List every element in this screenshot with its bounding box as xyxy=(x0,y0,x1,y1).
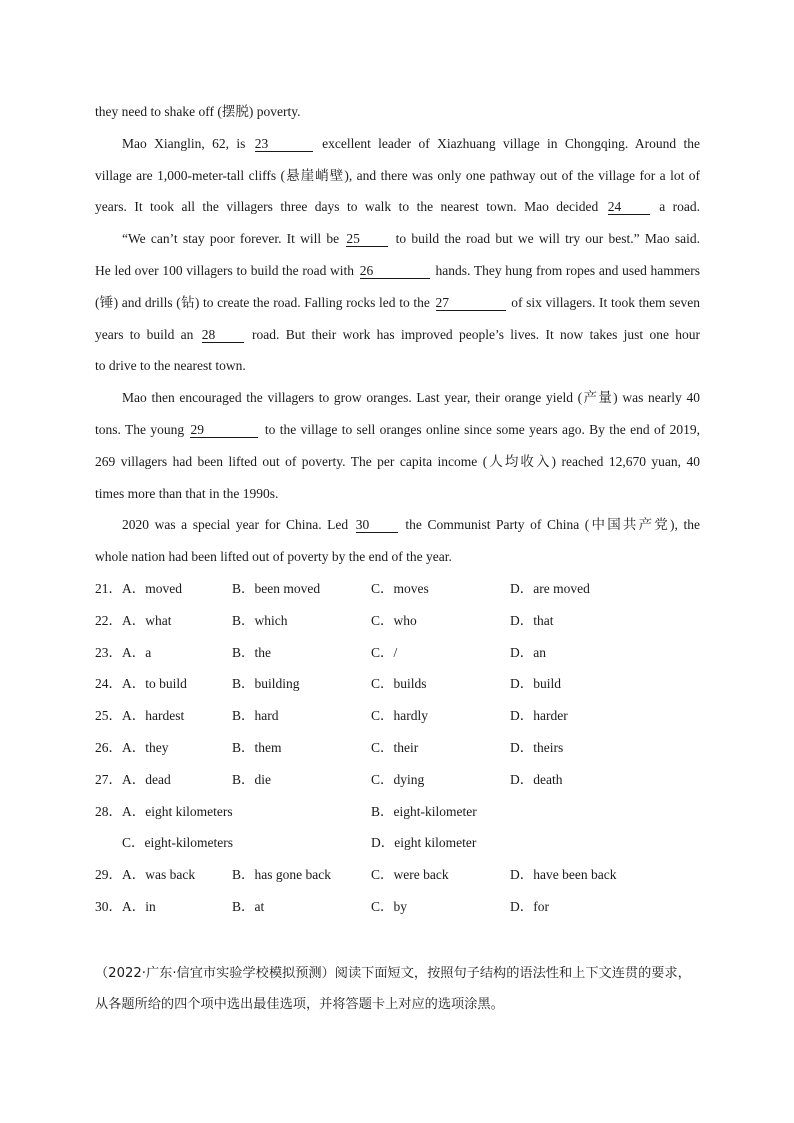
passage-line: years. It took all the villagers three days to walk to the nearest town. Mao decided 24 a road. xyxy=(95,199,701,215)
option-b[interactable]: B．which xyxy=(232,612,288,628)
option-b[interactable]: B．has gone back xyxy=(232,867,331,883)
option-b[interactable]: B．the xyxy=(232,644,271,660)
blank-25[interactable]: 25 xyxy=(346,232,388,247)
option-d[interactable]: D．for xyxy=(510,898,549,914)
option-b[interactable]: B．hard xyxy=(232,708,279,724)
option-d[interactable]: D．are moved xyxy=(510,580,590,596)
passage-line: years to build an 28 road. But their work has improved people’s lives. It now takes just one hour xyxy=(95,326,700,342)
option-c[interactable]: C．builds xyxy=(371,676,427,692)
option-b[interactable]: B．at xyxy=(232,898,265,914)
option-b[interactable]: B．been moved xyxy=(232,580,321,596)
question-28-cont xyxy=(95,827,700,859)
passage-line: times more than that in the 1990s. xyxy=(95,485,279,501)
blank-28[interactable]: 28 xyxy=(202,328,244,343)
option-d[interactable]: D．eight kilometer xyxy=(371,835,477,851)
option-a[interactable]: A．dead xyxy=(122,771,171,787)
question-30: 30． A．in B．at C．by D．for xyxy=(95,891,700,923)
option-d[interactable]: D．death xyxy=(510,771,563,787)
option-a[interactable]: A．hardest xyxy=(122,708,185,724)
blank-30[interactable]: 30 xyxy=(356,518,398,533)
option-a[interactable]: A．a xyxy=(122,644,152,660)
passage-line: Mao Xianglin, 62, is 23 excellent leader of Xiazhuang village in Chongqing. Around the xyxy=(122,135,701,151)
blank-29[interactable]: 29 xyxy=(190,423,258,438)
question-23: 23． A．a B．the C．/ D．an xyxy=(95,637,700,669)
blank-26[interactable]: 26 xyxy=(360,264,430,279)
question-27: 27． A．dead B．die C．dying D．death xyxy=(95,764,700,796)
option-a[interactable]: A．in xyxy=(122,898,156,914)
passage-line: Mao then encouraged the villagers to grow oranges. Last year, their orange yield (产量) was nearly 40 xyxy=(122,390,700,406)
blank-27[interactable]: 27 xyxy=(436,296,506,311)
option-c[interactable]: C．/ xyxy=(371,644,398,660)
passage xyxy=(95,96,700,923)
question-29: 29． A．was back B．has gone back C．were back D．have been back xyxy=(95,859,700,891)
question-22: 22． A．what B．which C．who D．that xyxy=(95,605,700,637)
option-a[interactable]: A．what xyxy=(122,612,172,628)
question-28: 28． A．eight kilometers B．eight-kilometer xyxy=(95,796,700,828)
option-d[interactable]: D．an xyxy=(510,644,546,660)
section-instructions: （2022·广东·信宜市实验学校模拟预测）阅读下面短文，按照句子结构的语法性和上下文连贯的要求，从各题所给的四个项中选出最佳选项，并将答题卡上对应的选项涂黑。 xyxy=(95,966,691,1012)
passage-line: village are 1,000-meter-tall cliffs (悬崖峭壁), and there was only one pathway out of the village for a lot of xyxy=(95,167,700,183)
option-b[interactable]: B．building xyxy=(232,676,300,692)
option-b[interactable]: B．die xyxy=(232,771,271,787)
question-26: 26． A．they B．them C．their D．theirs xyxy=(95,732,700,764)
option-a[interactable]: A．was back xyxy=(122,867,196,883)
question-list xyxy=(95,573,700,923)
option-d[interactable]: D．have been back xyxy=(510,867,617,883)
option-c[interactable]: C．hardly xyxy=(371,708,428,724)
option-a[interactable]: A．to build xyxy=(122,676,187,692)
option-d[interactable]: D．harder xyxy=(510,708,568,724)
option-d[interactable]: D．build xyxy=(510,676,562,692)
passage-line: 2020 was a special year for China. Led 30 the Communist Party of China (中国共产党), the xyxy=(122,517,701,533)
option-a[interactable]: A．they xyxy=(122,739,169,755)
option-c[interactable]: C．who xyxy=(371,612,417,628)
option-c[interactable]: C．dying xyxy=(371,771,425,787)
option-c[interactable]: C．their xyxy=(371,739,419,755)
passage-line: whole nation had been lifted out of poverty by the end of the year. xyxy=(95,549,452,565)
blank-23[interactable]: 23 xyxy=(255,137,313,152)
passage-line: they need to shake off (摆脱) poverty. xyxy=(95,104,301,119)
question-25: 25． A．hardest B．hard C．hardly D．harder xyxy=(95,700,700,732)
passage-line: “We can’t stay poor forever. It will be 25 to build the road but we will try our best.” Mao said. xyxy=(122,231,701,247)
option-b[interactable]: B．eight-kilometer xyxy=(371,803,477,819)
option-b[interactable]: B．them xyxy=(232,739,282,755)
question-21: 21． A．moved B．been moved C．moves D．are moved xyxy=(95,573,700,605)
blank-24[interactable]: 24 xyxy=(608,200,650,215)
option-d[interactable]: D．theirs xyxy=(510,739,564,755)
option-c[interactable]: C．eight-kilometers xyxy=(122,835,233,851)
option-a[interactable]: A．moved xyxy=(122,580,182,596)
option-a[interactable]: A．eight kilometers xyxy=(122,803,233,819)
option-c[interactable]: C．by xyxy=(371,898,408,914)
passage-line: (锤) and drills (钻) to create the road. Falling rocks led to the 27 of six villagers. It took them seven xyxy=(95,294,701,310)
passage-line: to drive to the nearest town. xyxy=(95,358,246,374)
option-d[interactable]: D．that xyxy=(510,612,554,628)
option-c[interactable]: C．were back xyxy=(371,867,449,883)
question-24: 24． A．to build B．building C．builds D．build xyxy=(95,668,700,700)
passage-line: 269 villagers had been lifted out of poverty. The per capita income (人均收入) reached 12,670 yuan, 40 xyxy=(95,453,700,469)
passage-line: He led over 100 villagers to build the road with 26 hands. They hung from ropes and used hammers xyxy=(95,262,701,278)
option-c[interactable]: C．moves xyxy=(371,580,429,596)
passage-line: tons. The young 29 to the village to sell oranges online since some years ago. By the end of 2019, xyxy=(95,421,701,437)
